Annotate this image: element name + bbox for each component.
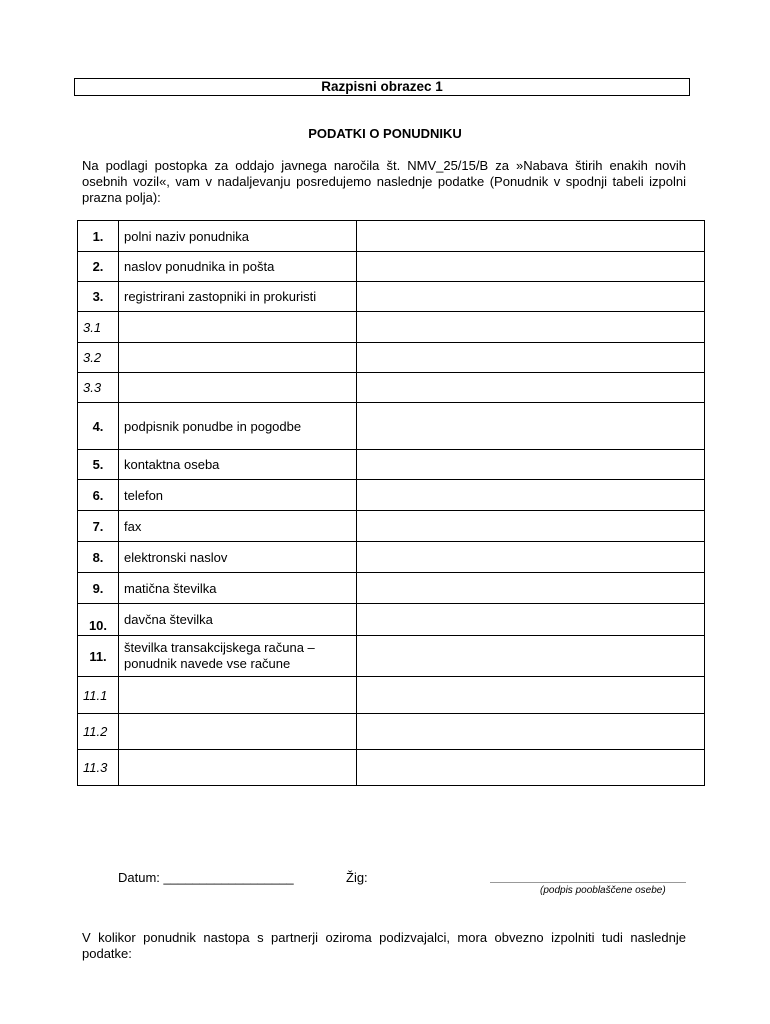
row-label: registrirani zastopniki in prokuristi	[119, 282, 357, 312]
section-title: PODATKI O PONUDNIKU	[308, 126, 462, 141]
table-row	[78, 450, 705, 480]
row-number: 11.2	[78, 714, 119, 750]
row-number: 8.	[78, 542, 119, 573]
label-field[interactable]	[119, 677, 357, 714]
label-field[interactable]	[119, 714, 357, 750]
label-field[interactable]	[119, 343, 357, 373]
value-field[interactable]	[357, 511, 705, 542]
row-label: matična številka	[119, 573, 357, 604]
label-field[interactable]	[119, 312, 357, 343]
table-row	[78, 403, 705, 450]
value-field[interactable]	[357, 636, 705, 677]
form-title: Razpisni obrazec 1	[74, 78, 690, 96]
row-number: 5.	[78, 450, 119, 480]
value-field[interactable]	[357, 450, 705, 480]
row-number: 1.	[78, 221, 119, 252]
row-label: polni naziv ponudnika	[119, 221, 357, 252]
value-field[interactable]	[357, 373, 705, 403]
row-number: 11.	[78, 636, 119, 677]
row-number: 2.	[78, 252, 119, 282]
value-field[interactable]	[357, 221, 705, 252]
row-number: 6.	[78, 480, 119, 511]
value-field[interactable]	[357, 542, 705, 573]
value-field[interactable]	[357, 312, 705, 343]
value-field[interactable]	[357, 282, 705, 312]
row-label: telefon	[119, 480, 357, 511]
table-row	[78, 573, 705, 604]
table-row	[78, 542, 705, 573]
row-label: naslov ponudnika in pošta	[119, 252, 357, 282]
table-row	[78, 480, 705, 511]
table-row	[78, 750, 705, 786]
closing-paragraph: V kolikor ponudnik nastopa s partnerji oziroma podizvajalci, mora obvezno izpolniti tudi naslednje podatke:	[82, 930, 686, 961]
value-field[interactable]	[357, 252, 705, 282]
stamp-label: Žig:	[346, 870, 368, 885]
value-field[interactable]	[357, 480, 705, 511]
row-number: 7.	[78, 511, 119, 542]
table-row	[78, 636, 705, 677]
value-field[interactable]	[357, 403, 705, 450]
intro-paragraph: Na podlagi postopka za oddajo javnega naročila št. NMV_25/15/B za »Nabava štirih enakih novih osebnih vozil«, vam v nadaljevanju posredujemo naslednje podatke (Ponudnik v spodnji tabeli izpolni prazna polja):	[82, 158, 686, 205]
row-label: številka transakcijskega računa – ponudnik navede vse račune	[119, 636, 357, 677]
bidder-data-table	[77, 220, 705, 786]
signature-caption: (podpis pooblaščene osebe)	[540, 885, 666, 896]
row-label: podpisnik ponudbe in pogodbe	[119, 403, 357, 450]
value-field[interactable]	[357, 750, 705, 786]
row-number: 9.	[78, 573, 119, 604]
row-number: 4.	[78, 403, 119, 450]
label-field[interactable]	[119, 750, 357, 786]
label-field[interactable]	[119, 373, 357, 403]
row-label: davčna številka	[119, 604, 357, 636]
row-number: 3.	[78, 282, 119, 312]
row-label: elektronski naslov	[119, 542, 357, 573]
row-label: kontaktna oseba	[119, 450, 357, 480]
row-number: 3.1	[78, 312, 119, 343]
value-field[interactable]	[357, 677, 705, 714]
row-number: 10.	[78, 604, 119, 636]
table-row	[78, 343, 705, 373]
row-number: 3.2	[78, 343, 119, 373]
table-row	[78, 714, 705, 750]
table-row	[78, 677, 705, 714]
table-row	[78, 604, 705, 636]
value-field[interactable]	[357, 343, 705, 373]
row-number: 11.3	[78, 750, 119, 786]
table-row	[78, 282, 705, 312]
table-row	[78, 511, 705, 542]
table-row	[78, 252, 705, 282]
table-row	[78, 373, 705, 403]
value-field[interactable]	[357, 714, 705, 750]
row-number: 11.1	[78, 677, 119, 714]
signature-line[interactable]	[490, 872, 686, 883]
row-number: 3.3	[78, 373, 119, 403]
table-row	[78, 221, 705, 252]
row-label: fax	[119, 511, 357, 542]
value-field[interactable]	[357, 604, 705, 636]
date-field[interactable]: Datum: __________________	[118, 870, 294, 885]
table-row	[78, 312, 705, 343]
value-field[interactable]	[357, 573, 705, 604]
